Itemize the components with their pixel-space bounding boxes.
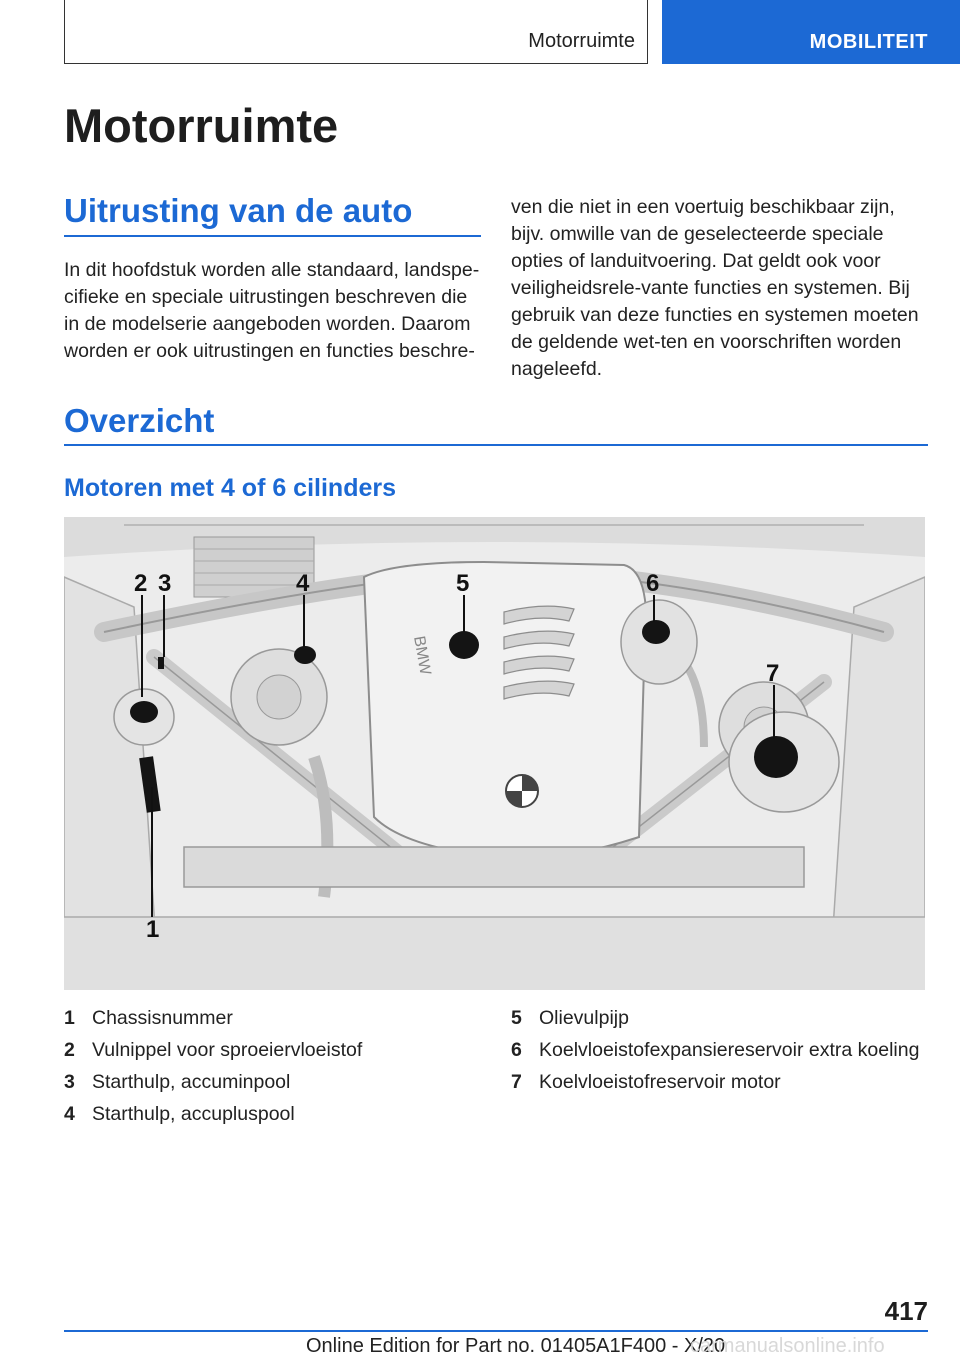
- header-section-box: [64, 0, 648, 64]
- legend-num: 7: [511, 1071, 522, 1093]
- callout-2: 2: [134, 570, 148, 597]
- engine-cover-badge: BMW: [410, 634, 434, 677]
- legend-item: [511, 1066, 919, 1098]
- engine-bay-illustration: [64, 517, 925, 990]
- callout-1: 1: [146, 916, 160, 943]
- callout-7: 7: [766, 660, 780, 687]
- legend-num: 1: [64, 1007, 75, 1029]
- legend-num: 5: [511, 1007, 522, 1029]
- footer-watermark: carmanualsonline.info: [690, 1335, 885, 1357]
- legend-label: Starthulp, accuminpool: [92, 1071, 291, 1093]
- page-title: Motorruimte: [64, 99, 339, 152]
- section-rule-equipment: [64, 235, 481, 237]
- legend-item: [64, 1066, 362, 1098]
- equipment-text-col1: In dit hoofdstuk worden alle standaard, landspe-cifieke en speciale uitrustingen beschreven die in de modelserie aangeboden worden. Daarom worden er ook uitrustingen en functies beschre-: [64, 259, 480, 362]
- callout-4: 4: [296, 570, 310, 597]
- legend-item: [64, 1002, 362, 1034]
- legend-num: 2: [64, 1039, 75, 1061]
- header-section-label: Motorruimte: [528, 30, 635, 52]
- legend-label: Koelvloeistofexpansiereservoir extra koeling: [539, 1039, 920, 1061]
- footer-rule: [64, 1330, 928, 1332]
- engine-bay-drawing: [64, 517, 925, 990]
- equipment-text-col2: ven die niet in een voertuig beschikbaar zijn, bijv. omwille van de geselecteerde speciale opties of landuitvoering. Dat geldt ook voor veiligheidsrele-vante functies en systemen. Bij gebruik van deze functies en systemen moeten de geldende wet-ten en voorschriften worden nageleefd.: [511, 196, 919, 380]
- footer-edition: Online Edition for Part no. 01405A1F400 - X/20: [306, 1335, 726, 1357]
- legend-item: [64, 1034, 362, 1066]
- callout-6: 6: [646, 570, 660, 597]
- legend-right: [511, 1002, 919, 1098]
- legend-label: Chassisnummer: [92, 1007, 233, 1029]
- callout-3: 3: [158, 570, 172, 597]
- legend-item: [511, 1002, 919, 1034]
- legend-label: Starthulp, accupluspool: [92, 1103, 295, 1125]
- section-heading-equipment: Uitrusting van de auto: [64, 192, 413, 229]
- callout-5: 5: [456, 570, 470, 597]
- legend-num: 4: [64, 1103, 75, 1125]
- legend-label: Vulnippel voor sproeiervloeistof: [92, 1039, 363, 1061]
- header-chapter-label: MOBILITEIT: [809, 31, 928, 53]
- header-chapter-tab[interactable]: [662, 0, 960, 64]
- section-heading-overview: Overzicht: [64, 402, 215, 439]
- subsection-heading-engines: Motoren met 4 of 6 cilinders: [64, 474, 397, 502]
- legend-num: 3: [64, 1071, 75, 1093]
- legend-item: [64, 1098, 362, 1130]
- page-number: 417: [884, 1296, 928, 1326]
- legend-label: Olievulpijp: [539, 1007, 629, 1029]
- legend-left: [64, 1002, 362, 1130]
- legend-num: 6: [511, 1039, 522, 1061]
- legend-item: [511, 1034, 919, 1066]
- section-rule-overview: [64, 444, 928, 446]
- legend-label: Koelvloeistofreservoir motor: [539, 1071, 781, 1093]
